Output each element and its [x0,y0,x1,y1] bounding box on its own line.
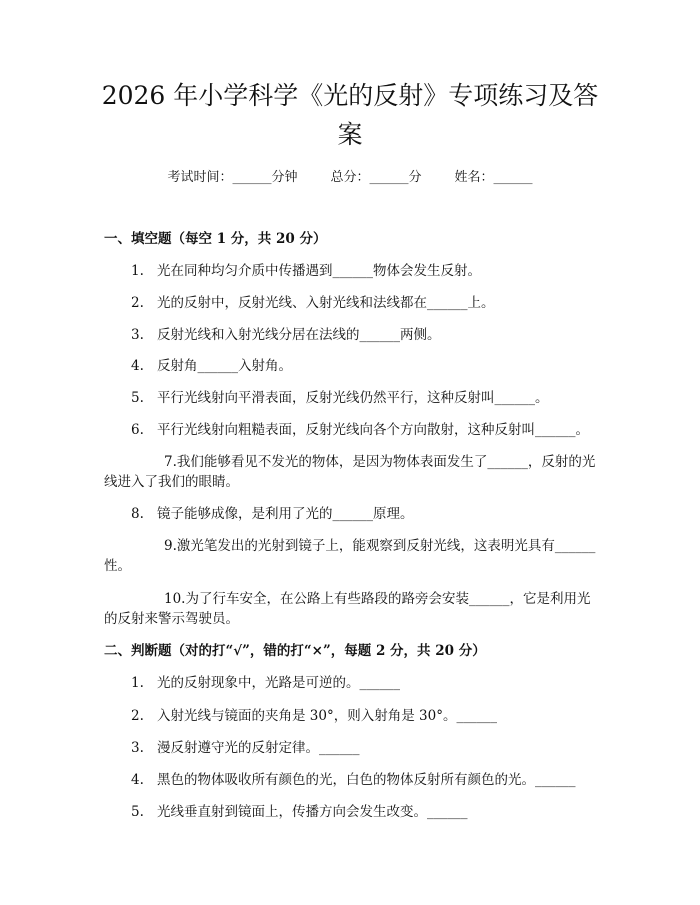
question-item [104,536,600,576]
question-text: 入射光线与镜面的夹角是 30°，则入射角是 30°。______ [157,708,497,724]
question-text: 反射角______入射角。 [157,358,292,374]
question-number: 1. [131,675,144,691]
question-text: 平行光线射向粗糙表面，反射光线向各个方向散射，这种反射叫______。 [157,422,589,438]
question-number: 2. [131,708,144,724]
title-line-1: 2026 年小学科学《光的反射》专项练习及答 [101,81,599,110]
question-text: 平行光线射向平滑表面，反射光线仍然平行，这种反射叫______。 [157,390,549,406]
question-number: 9. [164,538,177,554]
section-heading-fill-blank: 一、填空题（每空 1 分，共 20 分） [104,231,327,247]
question-text: 镜子能够成像，是利用了光的______原理。 [157,506,414,522]
question-item [131,293,495,313]
question-text: 漫反射遵守光的反射定律。______ [157,740,360,756]
question-number: 5. [131,390,144,406]
question-number: 1. [131,263,144,279]
question-item [104,589,600,629]
question-text: 光的反射现象中，光路是可逆的。______ [157,675,400,691]
question-item [131,802,468,822]
question-text: 为了行车安全，在公路上有些路段的路旁会安装______，它是利用光的反射来警示驾驶员。 [104,591,591,627]
question-text: 反射光线和入射光线分居在法线的______两侧。 [157,327,441,343]
question-item [131,770,576,790]
question-item [131,356,292,376]
question-number: 10. [164,591,186,607]
question-text: 我们能够看见不发光的物体，是因为物体表面发生了______，反射的光线进入了我们的眼睛。 [104,454,596,490]
question-text: 光的反射中，反射光线、入射光线和法线都在______上。 [157,295,495,311]
section-heading-true-false: 二、判断题（对的打“√”，错的打“×”，每题 2 分，共 20 分） [104,643,486,659]
title-line-2: 案 [337,120,363,149]
question-number: 8. [131,506,144,522]
question-text: 黑色的物体吸收所有颜色的光，白色的物体反射所有颜色的光。______ [157,772,576,788]
document-title [90,76,610,154]
question-number: 3. [131,740,144,756]
question-number: 6. [131,422,144,438]
question-number: 4. [131,772,144,788]
question-number: 2. [131,295,144,311]
question-text: 激光笔发出的光射到镜子上，能观察到反射光线，这表明光具有______性。 [104,538,596,574]
question-text: 光在同种均匀介质中传播遇到______物体会发生反射。 [157,263,481,279]
question-item [131,325,441,345]
question-item [131,420,589,440]
question-number: 5. [131,804,144,820]
question-item [104,452,600,492]
question-item [131,738,360,758]
question-item [131,388,549,408]
question-item [131,673,400,693]
question-number: 3. [131,327,144,343]
exam-info-line: 考试时间：______分钟 总分：______分 姓名：______ [167,170,533,185]
question-item [131,261,481,281]
question-text: 光线垂直射到镜面上，传播方向会发生改变。______ [157,804,468,820]
question-number: 4. [131,358,144,374]
question-item [131,706,497,726]
question-item [131,504,414,524]
question-number: 7. [164,454,177,470]
